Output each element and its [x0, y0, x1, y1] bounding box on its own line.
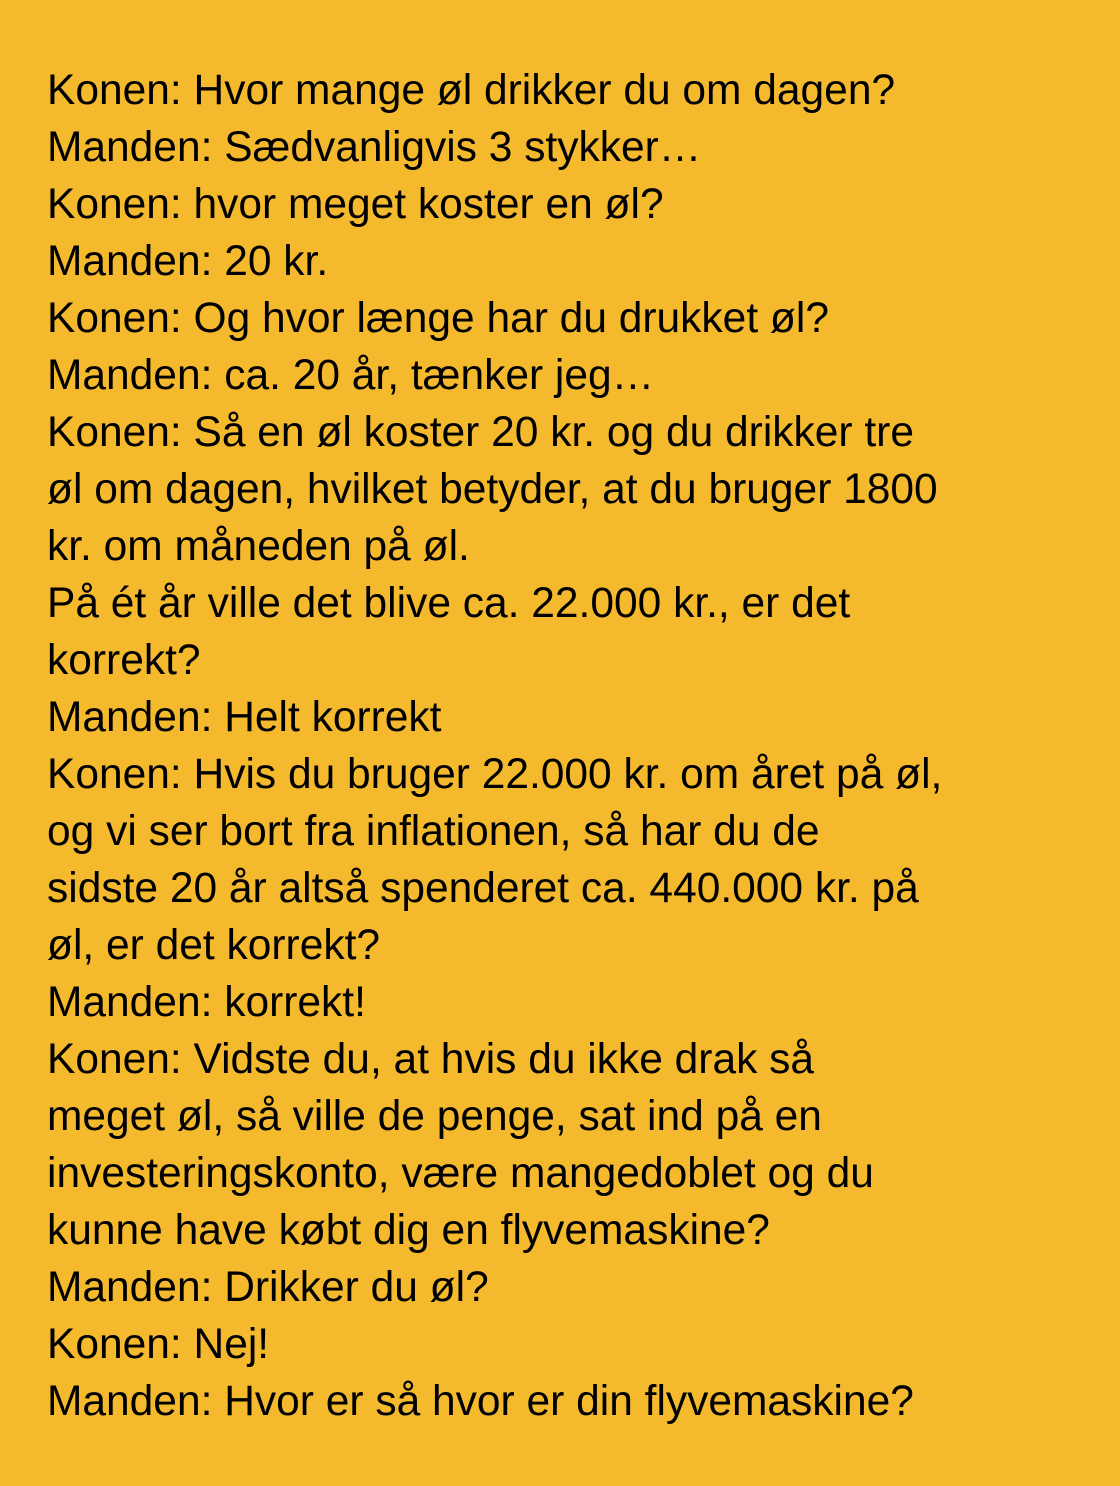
text-line: kr. om måneden på øl. — [47, 523, 470, 570]
text-line: sidste 20 år altså spenderet ca. 440.000 kr. på — [47, 865, 919, 912]
text-line: og vi ser bort fra inflationen, så har du de — [47, 808, 820, 855]
text-line: Konen: hvor meget koster en øl? — [47, 181, 664, 228]
text-line: Konen: Og hvor længe har du drukket øl? — [47, 295, 829, 342]
text-line: meget øl, så ville de penge, sat ind på en — [47, 1093, 822, 1140]
text-line: Manden: Helt korrekt — [47, 694, 442, 741]
text-line: Manden: Sædvanligvis 3 stykker… — [47, 124, 702, 171]
text-line: Manden: korrekt! — [47, 979, 366, 1026]
text-line: øl, er det korrekt? — [47, 922, 381, 969]
text-line: Konen: Vidste du, at hvis du ikke drak så — [47, 1036, 815, 1083]
text-line: På ét år ville det blive ca. 22.000 kr., er det — [47, 580, 851, 627]
text-line: Manden: ca. 20 år, tænker jeg… — [47, 352, 655, 399]
text-line: Konen: Hvis du bruger 22.000 kr. om året på øl, — [47, 751, 943, 798]
text-line: Konen: Nej! — [47, 1321, 270, 1368]
text-line: Manden: Drikker du øl? — [47, 1264, 489, 1311]
text-line: Konen: Hvor mange øl drikker du om dagen? — [47, 67, 896, 114]
text-line: korrekt? — [47, 637, 201, 684]
text-line: øl om dagen, hvilket betyder, at du bruger 1800 — [47, 466, 938, 513]
text-line: Manden: 20 kr. — [47, 238, 329, 285]
text-line: Manden: Hvor er så hvor er din flyvemaskine? — [47, 1378, 914, 1425]
text-line: investeringskonto, være mangedoblet og du — [47, 1150, 874, 1197]
joke-text — [47, 62, 1097, 1430]
text-line: Konen: Så en øl koster 20 kr. og du drikker tre — [47, 409, 914, 456]
text-line: kunne have købt dig en flyvemaskine? — [47, 1207, 770, 1254]
